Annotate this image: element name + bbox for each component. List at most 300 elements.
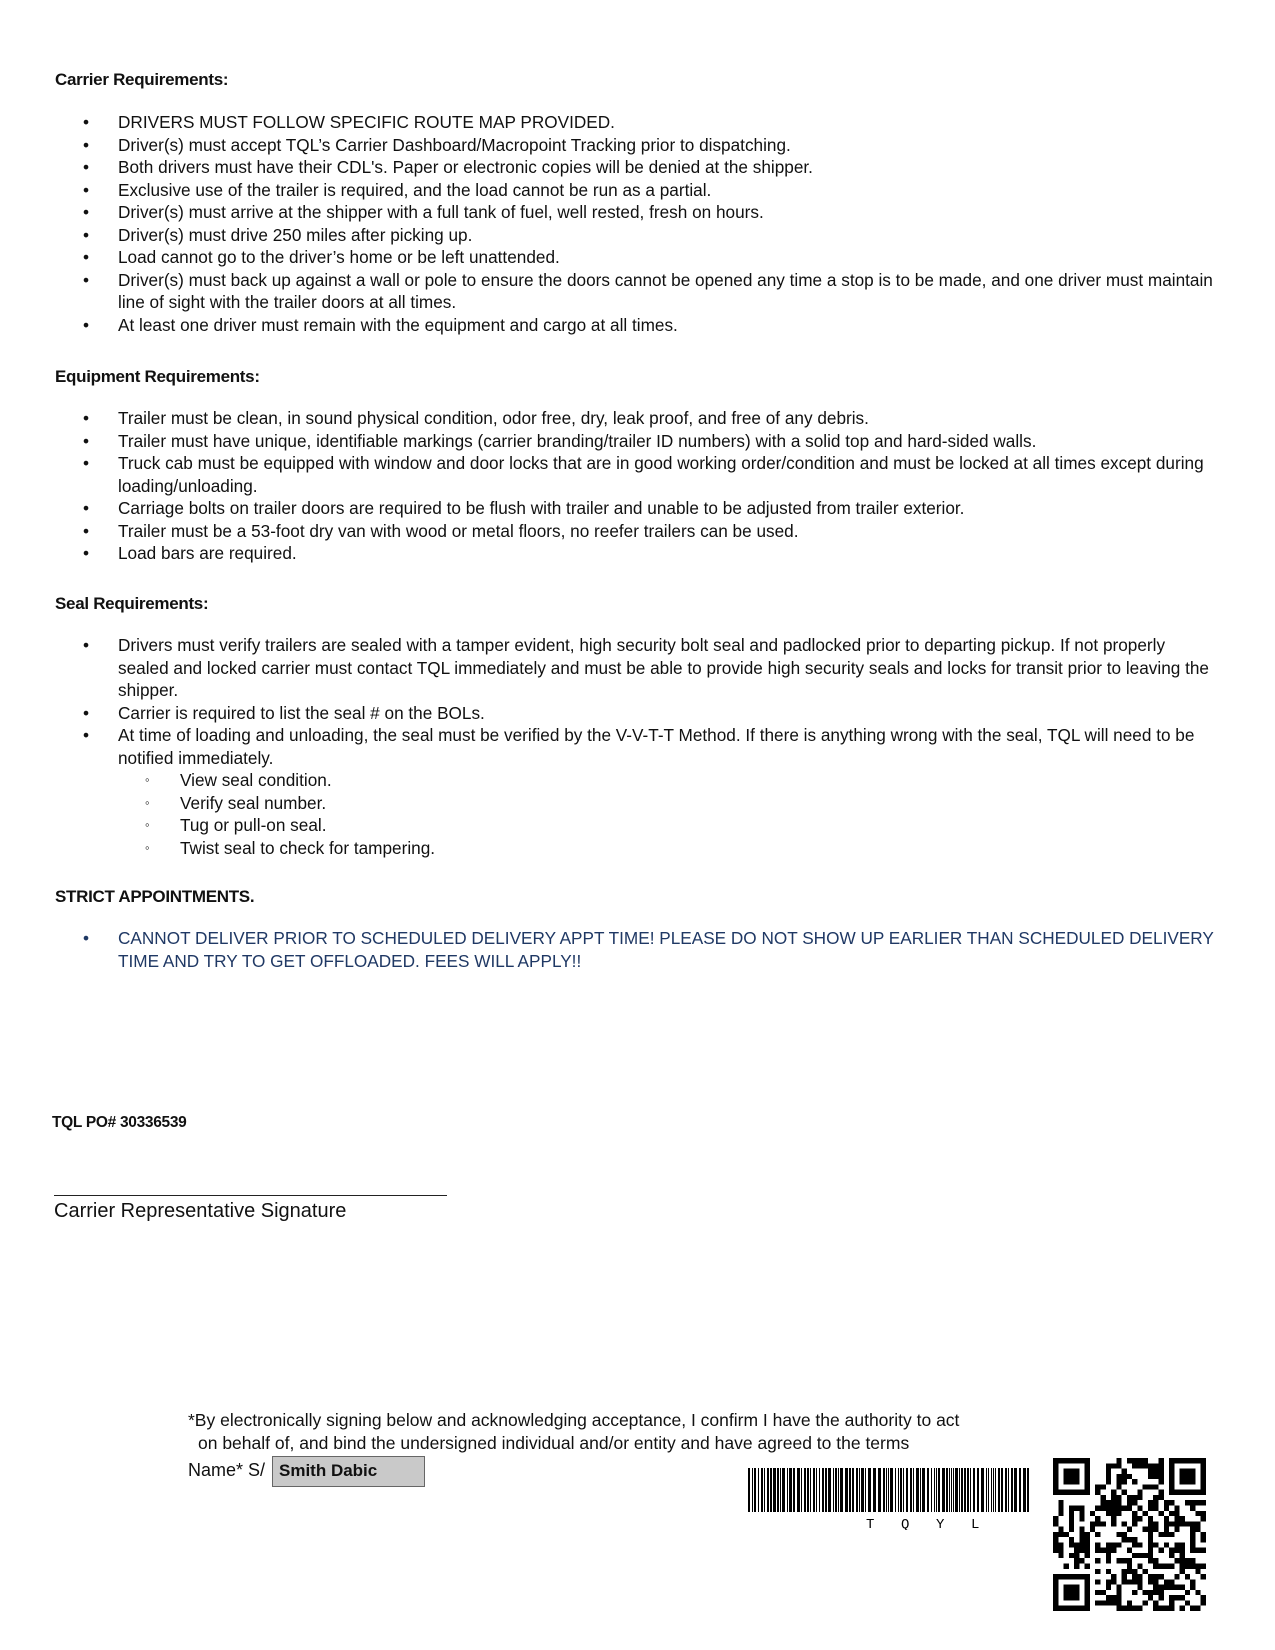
barcode-bar [986,1468,987,1512]
qr-module [1143,1600,1148,1605]
qr-module [1143,1463,1148,1468]
qr-module [1085,1537,1090,1542]
qr-module [1085,1458,1090,1463]
qr-module [1148,1500,1153,1505]
qr-module [1116,1458,1121,1463]
qr-module [1106,1600,1111,1605]
qr-module [1064,1532,1069,1537]
list-item: • Trailer must have unique, identifiable markings (carrier branding/trailer ID numbers) with a solid top and hard-sided walls. [55,430,1215,453]
qr-module [1064,1490,1069,1495]
qr-module [1137,1574,1142,1579]
qr-module [1164,1542,1169,1547]
qr-module [1064,1474,1069,1479]
barcode-bar [898,1468,899,1512]
qr-module [1143,1527,1148,1532]
qr-module [1069,1537,1074,1542]
qr-module [1122,1469,1127,1474]
qr-module [1201,1474,1206,1479]
qr-module [1053,1458,1058,1463]
qr-module [1195,1521,1200,1526]
qr-module [1053,1484,1058,1489]
barcode-bar [888,1468,889,1512]
qr-module [1169,1469,1174,1474]
qr-module [1201,1548,1206,1553]
qr-module [1201,1490,1206,1495]
list-item: • DRIVERS MUST FOLLOW SPECIFIC ROUTE MAP PROVIDED. [55,111,1215,134]
qr-module [1116,1505,1121,1510]
qr-module [1185,1469,1190,1474]
list-item: • Driver(s) must drive 250 miles after picking up. [55,224,1215,247]
qr-module [1122,1490,1127,1495]
barcode-bar [810,1468,811,1512]
qr-module [1132,1553,1137,1558]
qr-module [1111,1579,1116,1584]
qr-module [1169,1463,1174,1468]
qr-module [1085,1579,1090,1584]
seal-requirements-list [55,634,1215,769]
qr-module [1085,1469,1090,1474]
qr-module [1079,1511,1084,1516]
barcode-bar [955,1468,958,1512]
qr-module [1132,1463,1137,1468]
barcode-bar [953,1468,954,1512]
qr-module [1127,1579,1132,1584]
qr-module [1185,1479,1190,1484]
qr-module [1180,1542,1185,1547]
qr-module [1053,1469,1058,1474]
qr-module [1148,1595,1153,1600]
qr-module [1053,1585,1058,1590]
qr-module [1153,1495,1158,1500]
qr-module [1180,1606,1185,1611]
qr-module [1074,1479,1079,1484]
qr-module [1058,1490,1063,1495]
list-item: • Trailer must be clean, in sound physical condition, odor free, dry, leak proof, and free of any debris. [55,407,1215,430]
barcode-bar [949,1468,950,1512]
qr-module [1148,1484,1153,1489]
barcode-bar [931,1468,932,1512]
qr-module [1169,1579,1174,1584]
barcode-bar [816,1468,817,1512]
qr-module [1074,1574,1079,1579]
qr-module [1174,1527,1179,1532]
barcode-bar [1019,1468,1021,1512]
qr-module [1058,1574,1063,1579]
qr-module [1174,1542,1179,1547]
qr-module [1116,1474,1121,1479]
equipment-requirements-heading: Equipment Requirements: [55,367,260,386]
qr-module [1069,1469,1074,1474]
qr-module [1132,1516,1137,1521]
qr-module [1153,1527,1158,1532]
name-signature-field[interactable]: Smith Dabic [272,1456,425,1487]
qr-module [1064,1564,1069,1569]
barcode-bar [878,1468,881,1512]
qr-module [1074,1585,1079,1590]
qr-module [1058,1548,1063,1553]
qr-module [1201,1537,1206,1542]
qr-module [1148,1516,1153,1521]
qr-module [1132,1606,1137,1611]
qr-module [1137,1585,1142,1590]
qr-module [1064,1458,1069,1463]
qr-module [1159,1590,1164,1595]
qr-module [1137,1495,1142,1500]
qr-module [1148,1574,1153,1579]
qr-module [1116,1600,1121,1605]
qr-module [1148,1537,1153,1542]
qr-module [1106,1553,1111,1558]
qr-module [1132,1542,1137,1547]
qr-module [1132,1521,1137,1526]
qr-module [1111,1463,1116,1468]
qr-module [1190,1490,1195,1495]
barcode-bar [868,1468,871,1512]
qr-module [1053,1521,1058,1526]
qr-module [1074,1542,1079,1547]
qr-module [1053,1532,1058,1537]
qr-module [1069,1490,1074,1495]
qr-module [1137,1505,1142,1510]
carrier-requirements-section [55,70,1215,336]
barcode-bar [782,1468,785,1512]
qr-module [1201,1463,1206,1468]
qr-module [1085,1574,1090,1579]
qr-module [1053,1606,1058,1611]
acknowledgement-line-1: *By electronically signing below and acknowledging acceptance, I confirm I have the authority to act [188,1410,960,1430]
qr-module [1106,1479,1111,1484]
qr-module [1174,1490,1179,1495]
qr-module [1127,1527,1132,1532]
qr-module [1106,1585,1111,1590]
qr-module [1132,1479,1137,1484]
qr-module [1085,1479,1090,1484]
seal-method-sublist [55,769,1215,859]
qr-module [1069,1606,1074,1611]
barcode-char: Q [901,1517,910,1530]
barcode-bar [856,1468,858,1512]
qr-module [1058,1500,1063,1505]
qr-module [1074,1564,1079,1569]
barcode-bar [840,1468,843,1512]
qr-module [1064,1574,1069,1579]
qr-module [1095,1558,1100,1563]
barcode-bar [1023,1468,1026,1512]
qr-module [1148,1548,1153,1553]
qr-module [1148,1521,1153,1526]
qr-module [1201,1458,1206,1463]
qr-module [1079,1527,1084,1532]
barcode-bar [895,1468,896,1512]
barcode-bar [1008,1468,1009,1512]
qr-module [1148,1553,1153,1558]
qr-module [1180,1490,1185,1495]
sub-list-item: ◦ Twist seal to check for tampering. [55,837,1215,860]
qr-module [1069,1521,1074,1526]
qr-module [1137,1542,1142,1547]
barcode-bar [777,1468,779,1512]
qr-module [1137,1463,1142,1468]
qr-module [1095,1542,1100,1547]
qr-module [1137,1490,1142,1495]
qr-module [1069,1542,1074,1547]
qr-module [1111,1511,1116,1516]
qr-module [1064,1606,1069,1611]
qr-module [1159,1458,1164,1463]
qr-module [1159,1469,1164,1474]
qr-module [1053,1516,1058,1521]
qr-module [1201,1564,1206,1569]
acknowledgement-text [188,1409,959,1454]
qr-module [1074,1474,1079,1479]
qr-module [1122,1505,1127,1510]
qr-module [1079,1606,1084,1611]
qr-module [1085,1542,1090,1547]
barcode-bar [967,1468,969,1512]
qr-module [1195,1590,1200,1595]
qr-module [1064,1585,1069,1590]
qr-module [1095,1490,1100,1495]
qr-module [1095,1548,1100,1553]
qr-module [1106,1463,1111,1468]
qr-module [1169,1484,1174,1489]
list-item: • Carriage bolts on trailer doors are required to be flush with trailer and unable to be adjusted from trailer exterior. [55,497,1215,520]
strict-appointments-section [55,887,1215,972]
qr-module [1148,1590,1153,1595]
qr-module [1159,1474,1164,1479]
qr-module [1153,1484,1158,1489]
qr-module [1053,1479,1058,1484]
qr-module [1137,1606,1142,1611]
qr-module [1053,1590,1058,1595]
qr-module [1148,1463,1153,1468]
barcode-bar [903,1468,904,1512]
qr-module [1190,1500,1195,1505]
qr-module [1106,1569,1111,1574]
list-item: • Load cannot go to the driver’s home or be left unattended. [55,246,1215,269]
qr-module [1169,1500,1174,1505]
qr-module [1137,1516,1142,1521]
barcode-bar [988,1468,989,1512]
qr-module [1201,1484,1206,1489]
qr-module [1190,1458,1195,1463]
qr-module [1153,1590,1158,1595]
barcode-bar [890,1468,893,1512]
qr-module [1201,1595,1206,1600]
qr-module [1143,1553,1148,1558]
barcode-bar [1001,1468,1003,1512]
qr-module [1164,1606,1169,1611]
qr-module [1085,1590,1090,1595]
qr-module [1100,1495,1105,1500]
qr-module [1190,1479,1195,1484]
qr-code-icon [1053,1458,1206,1611]
qr-module [1111,1495,1116,1500]
qr-module [1069,1511,1074,1516]
qr-module [1079,1458,1084,1463]
qr-module [1190,1474,1195,1479]
qr-module [1185,1458,1190,1463]
barcode-char: Y [936,1517,945,1530]
qr-module [1074,1553,1079,1558]
barcode-bar [752,1468,753,1512]
barcode-bar [764,1468,765,1512]
qr-module [1153,1474,1158,1479]
qr-module [1053,1542,1058,1547]
qr-module [1095,1505,1100,1510]
qr-module [1153,1606,1158,1611]
list-item: • Trailer must be a 53-foot dry van with wood or metal floors, no reefer trailers can be used. [55,520,1215,543]
barcode-bar [961,1468,963,1512]
qr-module [1159,1532,1164,1537]
qr-module [1053,1474,1058,1479]
qr-module [1116,1542,1121,1547]
qr-module [1153,1585,1158,1590]
qr-module [1064,1590,1069,1595]
qr-module [1085,1484,1090,1489]
qr-module [1085,1606,1090,1611]
qr-module [1079,1548,1084,1553]
qr-module [1064,1479,1069,1484]
qr-module [1180,1469,1185,1474]
barcode-bar [970,1468,971,1512]
qr-module [1127,1474,1132,1479]
qr-module [1069,1479,1074,1484]
qr-module [1095,1569,1100,1574]
qr-module [1111,1505,1116,1510]
qr-module [1169,1595,1174,1600]
qr-module [1111,1516,1116,1521]
qr-module [1100,1521,1105,1526]
qr-module [1058,1532,1063,1537]
qr-module [1127,1558,1132,1563]
qr-module [1190,1532,1195,1537]
qr-module [1153,1600,1158,1605]
qr-module [1106,1542,1111,1547]
barcode-bar [946,1468,948,1512]
qr-module [1106,1558,1111,1563]
qr-module [1095,1516,1100,1521]
seal-requirements-section [55,594,1215,859]
qr-module [1116,1495,1121,1500]
qr-module [1164,1564,1169,1569]
list-item: • Driver(s) must arrive at the shipper with a full tank of fuel, well rested, fresh on hours. [55,201,1215,224]
qr-module [1069,1585,1074,1590]
qr-module [1153,1505,1158,1510]
qr-module [1064,1469,1069,1474]
qr-module [1116,1532,1121,1537]
barcode-bar [787,1468,788,1512]
qr-module [1143,1511,1148,1516]
qr-module [1185,1600,1190,1605]
qr-module [1122,1606,1127,1611]
barcode-bar [927,1468,929,1512]
qr-module [1127,1569,1132,1574]
qr-module [1137,1564,1142,1569]
qr-module [1074,1590,1079,1595]
barcode-bar [748,1468,750,1512]
qr-module [1190,1585,1195,1590]
qr-module [1074,1469,1079,1474]
qr-module [1085,1532,1090,1537]
qr-module [1090,1527,1095,1532]
qr-module [1074,1505,1079,1510]
qr-module [1201,1532,1206,1537]
qr-module [1132,1537,1137,1542]
qr-module [1169,1606,1174,1611]
qr-module [1058,1527,1063,1532]
qr-module [1169,1474,1174,1479]
qr-module [1159,1548,1164,1553]
qr-module [1153,1469,1158,1474]
qr-module [1185,1521,1190,1526]
qr-module [1159,1479,1164,1484]
barcode-bar [828,1468,831,1512]
qr-module [1148,1474,1153,1479]
barcode-bar [1027,1468,1029,1512]
barcode-bar [906,1468,908,1512]
qr-module [1180,1553,1185,1558]
qr-module [1106,1511,1111,1516]
qr-module [1195,1569,1200,1574]
barcode-bar [835,1468,837,1512]
barcode-bar [859,1468,860,1512]
signature-line[interactable] [54,1195,447,1196]
barcode-bar [838,1468,839,1512]
qr-module [1090,1511,1095,1516]
barcode-bar [852,1468,854,1512]
qr-module [1132,1511,1137,1516]
qr-module [1180,1558,1185,1563]
qr-module [1127,1505,1132,1510]
qr-module [1180,1521,1185,1526]
barcode-bar [822,1468,824,1512]
qr-module [1127,1564,1132,1569]
qr-module [1190,1579,1195,1584]
qr-module [1085,1585,1090,1590]
qr-module [1085,1564,1090,1569]
qr-module [1195,1511,1200,1516]
barcode-bar [819,1468,820,1512]
equipment-requirements-section [55,367,1215,565]
qr-module [1169,1553,1174,1558]
qr-module [1132,1574,1137,1579]
qr-module [1074,1458,1079,1463]
qr-module [1185,1500,1190,1505]
qr-module [1064,1595,1069,1600]
qr-module [1153,1558,1158,1563]
qr-module [1148,1558,1153,1563]
qr-module [1169,1585,1174,1590]
qr-module [1159,1574,1164,1579]
qr-module [1079,1516,1084,1521]
barcode-bar [780,1468,781,1512]
barcode-bar [797,1468,800,1512]
qr-module [1127,1495,1132,1500]
qr-module [1185,1564,1190,1569]
qr-module [1069,1516,1074,1521]
qr-module [1079,1574,1084,1579]
qr-module [1169,1490,1174,1495]
list-item: • Driver(s) must back up against a wall or pole to ensure the doors cannot be opened any time a stop is to be made, and one driver must maintain line of sight with the trailer doors at all times. [55,269,1215,314]
barcode-bar [845,1468,848,1512]
qr-module [1201,1600,1206,1605]
qr-module [1185,1574,1190,1579]
barcode-bar [804,1468,806,1512]
qr-module [1095,1579,1100,1584]
barcode-bar [886,1468,887,1512]
qr-module [1148,1469,1153,1474]
